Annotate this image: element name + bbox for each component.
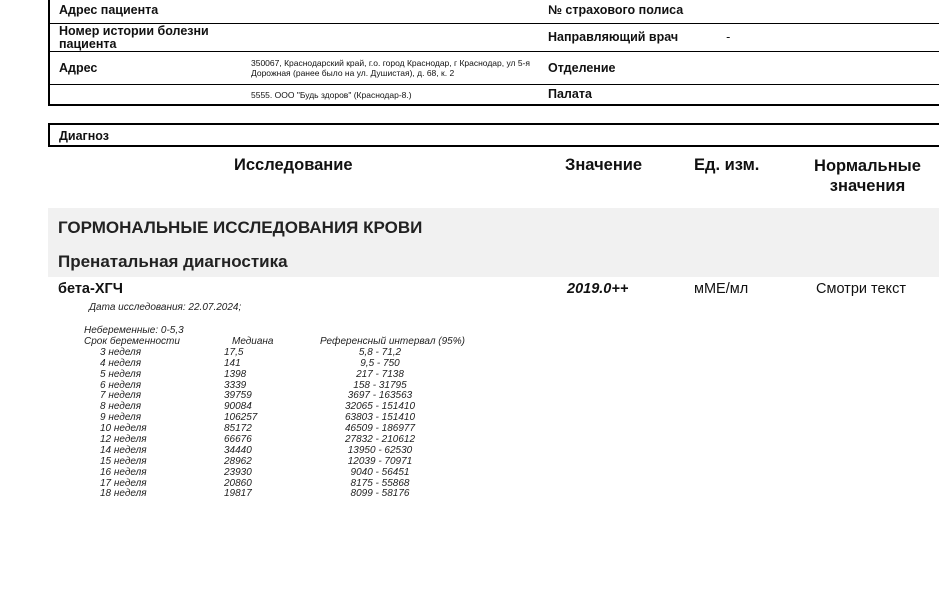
address-label: Адрес: [49, 52, 249, 85]
ref-median: 66676: [224, 434, 252, 446]
ref-interval: 13950 - 62530: [347, 444, 413, 456]
section-title-sub: Пренатальная диагностика: [58, 252, 288, 271]
ref-median: 1398: [224, 368, 247, 380]
ref-week: 7 неделя: [100, 390, 142, 402]
ref-week: 4 неделя: [100, 357, 142, 369]
ref-interval: 8175 - 55868: [350, 477, 410, 489]
ref-median: 106257: [224, 412, 258, 424]
ref-median: 34440: [224, 444, 252, 456]
ref-median: 19817: [224, 488, 252, 500]
referring-doctor-cell: [539, 24, 939, 52]
patient-address-label: Адрес пациента: [49, 0, 249, 24]
ref-median: 3339: [224, 379, 247, 391]
ref-interval: 46509 - 186977: [344, 423, 416, 435]
ref-header-median: Медиана: [232, 336, 274, 347]
ref-week: 9 неделя: [100, 412, 142, 424]
ref-median: 23930: [224, 466, 252, 478]
ref-median: 141: [224, 357, 241, 369]
ref-median: 85172: [224, 423, 252, 435]
ref-interval: 5,8 - 71,2: [358, 346, 402, 358]
patient-info-table: [48, 0, 939, 106]
ref-interval: 158 - 31795: [353, 379, 407, 391]
test-name: бета-ХГЧ: [58, 281, 123, 297]
ref-week: 6 неделя: [100, 379, 142, 391]
ref-median: 39759: [224, 390, 252, 402]
address-value: 350067, Краснодарский край, г.о. город Краснодар, г Краснодар, ул 5-я Дорожная (ранее было на ул. Душистая), д. 68, к. 2: [249, 52, 539, 85]
ref-interval: 27832 - 210612: [344, 434, 416, 446]
history-row: [49, 24, 939, 52]
history-number-label: Номер истории болезни пациента: [49, 24, 249, 52]
department-label: Отделение: [539, 52, 739, 85]
ref-week: 14 неделя: [100, 444, 147, 456]
ref-interval: 217 - 7138: [356, 368, 404, 380]
ref-week: 17 неделя: [100, 477, 147, 489]
column-header-normal: Нормальные значения: [814, 157, 921, 195]
ref-interval: 3697 - 163563: [347, 390, 413, 402]
ref-week: 8 неделя: [100, 401, 142, 413]
column-header-study: Исследование: [234, 156, 353, 174]
ref-interval: 9,5 - 750: [360, 357, 400, 369]
ref-median: 17,5: [224, 346, 244, 358]
column-header-value: Значение: [565, 156, 643, 174]
ref-interval: 32065 - 151410: [344, 401, 416, 413]
ref-week: 16 неделя: [100, 466, 147, 478]
ref-week: 3 неделя: [100, 346, 142, 358]
ref-median: 28962: [224, 455, 252, 467]
ref-interval: 63803 - 151410: [344, 412, 416, 424]
study-date: Дата исследования: 22.07.2024;: [89, 302, 242, 313]
diagnosis-label: Диагноз: [59, 129, 109, 143]
ref-median: 90084: [224, 401, 252, 413]
test-unit: мМЕ/мл: [694, 281, 749, 297]
patient-address-row: [49, 0, 939, 24]
insurance-label: № страхового полиса: [539, 0, 739, 24]
column-header-unit: Ед. изм.: [694, 156, 760, 174]
ref-week: 18 неделя: [100, 488, 147, 500]
ref-interval: 8099 - 58176: [350, 488, 410, 500]
ward-label: Палата: [539, 85, 739, 106]
diagnosis-box: [48, 123, 939, 147]
organization-value: 5555. ООО "Будь здоров" (Краснодар-8.): [249, 85, 539, 106]
ref-header-week: Срок беременности: [84, 336, 180, 347]
section-band-sub: [48, 244, 939, 277]
ref-interval: 12039 - 70971: [347, 455, 413, 467]
test-value: 2019.0++: [567, 281, 629, 297]
section-band-main: [48, 208, 939, 244]
organization-row: [49, 85, 939, 106]
ref-week: 5 неделя: [100, 368, 142, 380]
address-row: [49, 52, 939, 85]
non-pregnant-range: Небеременные: 0-5,3: [84, 325, 184, 336]
ref-median: 20860: [224, 477, 252, 489]
ref-week: 10 неделя: [100, 423, 147, 435]
test-normal: Смотри текст: [816, 281, 906, 297]
ref-week: 15 неделя: [100, 455, 147, 467]
ref-header-interval: Референсный интервал (95%): [320, 336, 465, 347]
section-title-main: ГОРМОНАЛЬНЫЕ ИССЛЕДОВАНИЯ КРОВИ: [58, 218, 423, 237]
ref-interval: 9040 - 56451: [350, 466, 410, 478]
ref-week: 12 неделя: [100, 434, 147, 446]
referring-doctor-value: -: [726, 30, 731, 44]
referring-doctor-label: Направляющий врач: [548, 30, 679, 44]
